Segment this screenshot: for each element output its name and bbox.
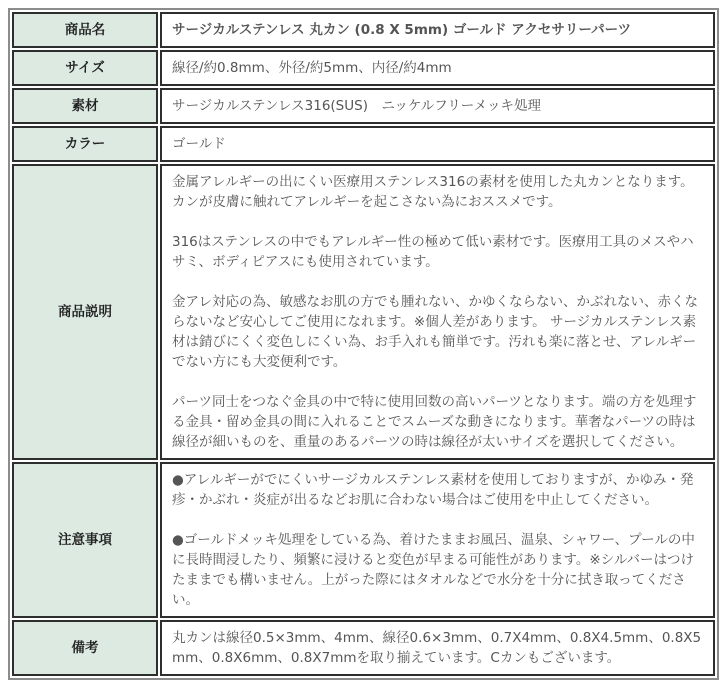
spec-row-description: [12, 164, 715, 460]
spec-row-product-name: [12, 12, 715, 48]
spec-label-description: 商品説明: [12, 164, 158, 460]
spec-value-material: サージカルステンレス316(SUS) ニッケルフリーメッキ処理: [160, 88, 715, 124]
spec-value-color: ゴールド: [160, 126, 715, 162]
notes-paragraph: ●アレルギーがでにくいサージカルステンレス素材を使用しておりますが、かゆみ・発疹・かぶれ・炎症が出るなどお肌に合わない場合はご使用を中止してください。: [172, 472, 694, 508]
spec-value-remarks: 丸カンは線径0.5×3mm、4mm、線径0.6×3mm、0.7X4mm、0.8X4.5mm、0.8X5mm、0.8X6mm、0.8X7mmを取り揃えています。Cカンもございます。: [160, 620, 715, 676]
spec-row-color: [12, 126, 715, 162]
description-paragraph: パーツ同士をつなぐ金具の中で特に使用回数の高いパーツとなります。端の方を処理する金具・留め金具の間に入れることでスムーズな動きになります。華奢なパーツの時は線径が細いものを、重量のあるパーツの時は線径が太いサイズを選択してください。: [172, 394, 697, 450]
spec-value-notes: [160, 462, 715, 618]
spec-label-size: サイズ: [12, 50, 158, 86]
spec-row-notes: [12, 462, 715, 618]
spec-label-product-name: 商品名: [12, 12, 158, 48]
description-paragraph: 316はステンレスの中でもアレルギー性の極めて低い素材です。医療用工具のメスやハサミ、ボディピアスにも使用されています。: [172, 234, 694, 270]
spec-row-remarks: [12, 620, 715, 676]
spec-label-remarks: 備考: [12, 620, 158, 676]
spec-row-material: [12, 88, 715, 124]
spec-label-material: 素材: [12, 88, 158, 124]
spec-row-size: [12, 50, 715, 86]
spec-label-color: カラー: [12, 126, 158, 162]
spec-label-notes: 注意事項: [12, 462, 158, 618]
description-paragraph: 金属アレルギーの出にくい医療用ステンレス316の素材を使用した丸カンとなります。カンが皮膚に触れてアレルギーを起こさない為におススメです。: [172, 174, 694, 210]
notes-paragraph: ●ゴールドメッキ処理をしている為、着けたままお風呂、温泉、シャワー、プールの中に長時間浸したり、頻繁に浸けると変色が早まる可能性があります。※シルバーはつけたままでも構いません。上がった際にはタオルなどで水分を十分に拭き取ってください。: [172, 532, 695, 608]
spec-value-product-name: サージカルステンレス 丸カン (0.8 X 5mm) ゴールド アクセサリーパーツ: [160, 12, 715, 48]
product-spec-table: [8, 8, 719, 680]
description-paragraph: 金アレ対応の為、敏感なお肌の方でも腫れない、かゆくならない、かぶれない、赤くならないなど安心してご使用になれます。※個人差があります。 サージカルステンレス素材は錆びにくく変色しにくい為、お手入れも簡単です。汚れも楽に落とせ、アレルギーでない方にも大変便利です。: [172, 294, 698, 370]
spec-value-description: [160, 164, 715, 460]
spec-value-size: 線径/約0.8mm、外径/約5mm、内径/約4mm: [160, 50, 715, 86]
